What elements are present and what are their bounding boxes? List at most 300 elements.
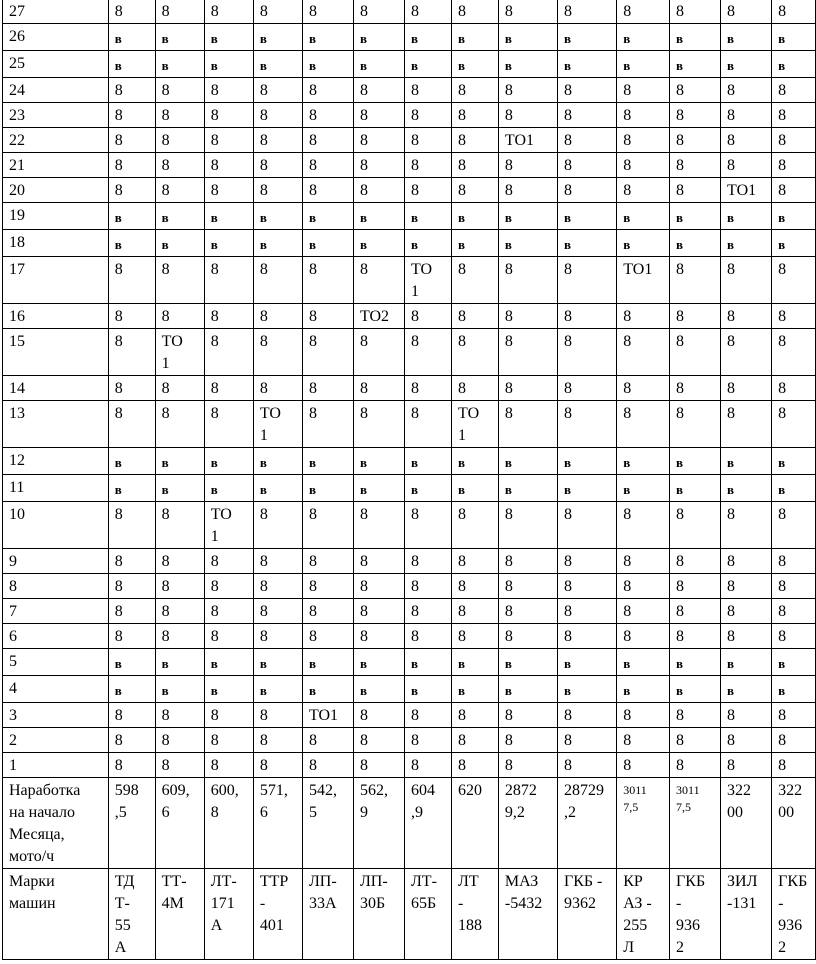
schedule-cell: в <box>204 475 253 502</box>
schedule-cell: 8 <box>353 103 404 128</box>
schedule-cell: 8 <box>204 728 253 753</box>
schedule-cell: в <box>155 51 204 78</box>
schedule-cell: 8 <box>253 0 302 24</box>
schedule-cell: 8 <box>498 329 557 376</box>
schedule-cell: 8 <box>617 0 670 24</box>
schedule-cell: 8 <box>108 128 155 153</box>
schedule-cell: 8 <box>670 753 721 778</box>
schedule-cell: 8 <box>670 103 721 128</box>
schedule-cell: ТО1 <box>498 128 557 153</box>
hours-cell: 322 00 <box>721 778 772 869</box>
schedule-cell: 8 <box>721 0 772 24</box>
schedule-cell: 8 <box>155 753 204 778</box>
schedule-cell: 8 <box>772 401 816 448</box>
schedule-cell: 8 <box>353 401 404 448</box>
schedule-cell: в <box>404 230 451 257</box>
schedule-cell: в <box>353 475 404 502</box>
schedule-cell: 8 <box>404 128 451 153</box>
schedule-cell: 8 <box>772 78 816 103</box>
schedule-cell: в <box>721 649 772 676</box>
schedule-cell: 8 <box>557 128 616 153</box>
schedule-cell: в <box>772 24 816 51</box>
schedule-cell: 8 <box>204 574 253 599</box>
schedule-cell: 8 <box>498 304 557 329</box>
schedule-cell: 8 <box>617 624 670 649</box>
schedule-cell: 8 <box>721 153 772 178</box>
schedule-cell: 8 <box>670 178 721 203</box>
schedule-cell: в <box>204 203 253 230</box>
schedule-cell: 8 <box>404 549 451 574</box>
hours-cell: 3011 7,5 <box>617 778 670 869</box>
schedule-cell: 8 <box>253 153 302 178</box>
day-label: 2 <box>3 728 109 753</box>
schedule-cell: 8 <box>108 624 155 649</box>
day-label: 11 <box>3 475 109 502</box>
schedule-cell: 8 <box>772 574 816 599</box>
schedule-cell: 8 <box>353 549 404 574</box>
schedule-cell: в <box>452 51 499 78</box>
schedule-cell: 8 <box>452 624 499 649</box>
schedule-cell: 8 <box>404 401 451 448</box>
schedule-cell: 8 <box>557 0 616 24</box>
day-row <box>3 128 816 153</box>
day-label: 14 <box>3 376 109 401</box>
schedule-cell: 8 <box>302 624 353 649</box>
schedule-cell: 8 <box>108 549 155 574</box>
schedule-cell: в <box>452 676 499 703</box>
day-label: 21 <box>3 153 109 178</box>
schedule-cell: в <box>617 51 670 78</box>
schedule-cell: 8 <box>452 257 499 304</box>
schedule-cell: 8 <box>721 103 772 128</box>
schedule-cell: в <box>155 203 204 230</box>
schedule-cell: в <box>498 203 557 230</box>
day-label: 5 <box>3 649 109 676</box>
schedule-cell: 8 <box>721 574 772 599</box>
schedule-cell: 8 <box>108 304 155 329</box>
brand-cell: ТТР - 401 <box>253 869 302 960</box>
schedule-cell: 8 <box>557 178 616 203</box>
schedule-cell: в <box>772 230 816 257</box>
schedule-cell: 8 <box>670 401 721 448</box>
brand-cell: ЗИЛ -131 <box>721 869 772 960</box>
schedule-cell: 8 <box>557 103 616 128</box>
schedule-cell: 8 <box>253 549 302 574</box>
schedule-cell: 8 <box>404 574 451 599</box>
schedule-cell: в <box>557 475 616 502</box>
schedule-cell: 8 <box>155 153 204 178</box>
schedule-cell: в <box>302 448 353 475</box>
schedule-cell: в <box>670 203 721 230</box>
schedule-cell: 8 <box>670 574 721 599</box>
schedule-cell: 8 <box>670 624 721 649</box>
schedule-cell: в <box>155 448 204 475</box>
schedule-cell: 8 <box>404 304 451 329</box>
schedule-cell: 8 <box>670 376 721 401</box>
schedule-cell: 8 <box>353 329 404 376</box>
day-row <box>3 257 816 304</box>
day-label: 20 <box>3 178 109 203</box>
schedule-cell: в <box>772 51 816 78</box>
schedule-cell: в <box>353 230 404 257</box>
schedule-cell: 8 <box>204 153 253 178</box>
schedule-cell: 8 <box>557 753 616 778</box>
schedule-cell: 8 <box>772 304 816 329</box>
schedule-cell: 8 <box>721 703 772 728</box>
schedule-cell: 8 <box>452 502 499 549</box>
schedule-cell: в <box>772 649 816 676</box>
schedule-cell: в <box>670 676 721 703</box>
schedule-cell: 8 <box>452 304 499 329</box>
schedule-cell: 8 <box>253 304 302 329</box>
day-label: 12 <box>3 448 109 475</box>
day-row <box>3 703 816 728</box>
schedule-cell: 8 <box>557 703 616 728</box>
schedule-cell: в <box>721 51 772 78</box>
schedule-cell: в <box>557 230 616 257</box>
schedule-cell: 8 <box>772 376 816 401</box>
day-row <box>3 401 816 448</box>
schedule-cell: в <box>721 230 772 257</box>
hours-cell: 571, 6 <box>253 778 302 869</box>
schedule-cell: 8 <box>721 257 772 304</box>
schedule-cell: в <box>557 448 616 475</box>
schedule-cell: 8 <box>670 703 721 728</box>
schedule-cell: 8 <box>452 376 499 401</box>
day-row <box>3 376 816 401</box>
schedule-cell: ТО 1 <box>452 401 499 448</box>
schedule-cell: 8 <box>353 128 404 153</box>
day-label: 4 <box>3 676 109 703</box>
schedule-cell: 8 <box>302 401 353 448</box>
schedule-cell: 8 <box>353 753 404 778</box>
schedule-cell: 8 <box>557 599 616 624</box>
schedule-cell: 8 <box>617 376 670 401</box>
schedule-cell: 8 <box>557 624 616 649</box>
schedule-cell: в <box>253 203 302 230</box>
schedule-cell: 8 <box>353 599 404 624</box>
schedule-cell: 8 <box>670 329 721 376</box>
brand-cell: ЛТ- 171 А <box>204 869 253 960</box>
schedule-cell: 8 <box>617 304 670 329</box>
schedule-cell: в <box>498 676 557 703</box>
day-row <box>3 624 816 649</box>
schedule-cell: 8 <box>155 624 204 649</box>
hours-cell: 2872 9,2 <box>498 778 557 869</box>
schedule-cell: 8 <box>772 257 816 304</box>
schedule-cell: в <box>617 24 670 51</box>
schedule-cell: 8 <box>670 728 721 753</box>
schedule-cell: 8 <box>557 574 616 599</box>
schedule-cell: 8 <box>253 599 302 624</box>
hours-cell: 600, 8 <box>204 778 253 869</box>
schedule-cell: 8 <box>452 599 499 624</box>
schedule-cell: в <box>452 649 499 676</box>
schedule-cell: в <box>617 230 670 257</box>
day-label: 3 <box>3 703 109 728</box>
schedule-cell: 8 <box>302 376 353 401</box>
schedule-cell: 8 <box>204 103 253 128</box>
schedule-cell: 8 <box>617 178 670 203</box>
schedule-cell: 8 <box>108 728 155 753</box>
schedule-cell: 8 <box>108 401 155 448</box>
schedule-cell: 8 <box>670 78 721 103</box>
schedule-cell: ТО1 <box>617 257 670 304</box>
schedule-cell: 8 <box>253 753 302 778</box>
schedule-cell: 8 <box>253 703 302 728</box>
schedule-cell: 8 <box>253 78 302 103</box>
maintenance-schedule-table <box>2 0 816 960</box>
schedule-cell: 8 <box>155 549 204 574</box>
schedule-cell: в <box>617 203 670 230</box>
schedule-cell: 8 <box>772 624 816 649</box>
schedule-cell: 8 <box>772 0 816 24</box>
schedule-cell: 8 <box>108 153 155 178</box>
schedule-cell: в <box>452 230 499 257</box>
brand-cell: ЛТ- 65Б <box>404 869 451 960</box>
schedule-cell: 8 <box>155 0 204 24</box>
brand-cell: ТТ- 4М <box>155 869 204 960</box>
day-row <box>3 475 816 502</box>
hours-cell: 28729 ,2 <box>557 778 616 869</box>
schedule-cell: 8 <box>721 304 772 329</box>
day-row <box>3 203 816 230</box>
day-row <box>3 103 816 128</box>
day-label: 1 <box>3 753 109 778</box>
schedule-cell: 8 <box>108 753 155 778</box>
schedule-cell: 8 <box>155 78 204 103</box>
day-row <box>3 448 816 475</box>
schedule-cell: 8 <box>302 549 353 574</box>
schedule-cell: в <box>452 448 499 475</box>
schedule-cell: 8 <box>498 257 557 304</box>
schedule-cell: 8 <box>204 376 253 401</box>
schedule-cell: в <box>404 475 451 502</box>
schedule-cell: 8 <box>404 329 451 376</box>
schedule-cell: 8 <box>204 304 253 329</box>
schedule-cell: в <box>670 649 721 676</box>
schedule-cell: 8 <box>108 0 155 24</box>
schedule-cell: в <box>353 51 404 78</box>
schedule-cell: в <box>498 448 557 475</box>
schedule-cell: в <box>617 649 670 676</box>
schedule-cell: 8 <box>108 257 155 304</box>
day-row <box>3 304 816 329</box>
schedule-cell: 8 <box>155 178 204 203</box>
schedule-cell: 8 <box>404 103 451 128</box>
schedule-cell: 8 <box>302 728 353 753</box>
schedule-cell: 8 <box>108 574 155 599</box>
schedule-cell: в <box>155 24 204 51</box>
schedule-cell: 8 <box>404 502 451 549</box>
schedule-cell: в <box>670 51 721 78</box>
day-label: 17 <box>3 257 109 304</box>
brand-cell: ГКБ - 936 2 <box>670 869 721 960</box>
schedule-cell: 8 <box>204 128 253 153</box>
brand-cell: ЛТ - 188 <box>452 869 499 960</box>
schedule-cell: 8 <box>498 728 557 753</box>
schedule-cell: ТО 1 <box>404 257 451 304</box>
schedule-cell: 8 <box>557 549 616 574</box>
schedule-cell: ТО 1 <box>253 401 302 448</box>
day-label: 8 <box>3 574 109 599</box>
schedule-cell: 8 <box>108 703 155 728</box>
day-row <box>3 753 816 778</box>
schedule-cell: 8 <box>721 624 772 649</box>
schedule-cell: 8 <box>353 257 404 304</box>
schedule-cell: 8 <box>498 0 557 24</box>
day-label: 19 <box>3 203 109 230</box>
schedule-cell: 8 <box>498 703 557 728</box>
schedule-cell: в <box>108 649 155 676</box>
schedule-cell: 8 <box>670 304 721 329</box>
schedule-cell: 8 <box>557 376 616 401</box>
schedule-cell: в <box>155 649 204 676</box>
schedule-cell: 8 <box>253 178 302 203</box>
schedule-cell: в <box>670 24 721 51</box>
day-label: 22 <box>3 128 109 153</box>
schedule-cell: в <box>302 649 353 676</box>
schedule-cell: в <box>557 676 616 703</box>
schedule-cell: в <box>404 24 451 51</box>
schedule-cell: 8 <box>498 401 557 448</box>
schedule-cell: 8 <box>302 574 353 599</box>
schedule-cell: 8 <box>155 599 204 624</box>
day-label: 6 <box>3 624 109 649</box>
schedule-cell: 8 <box>253 728 302 753</box>
hours-row-label: Наработка на начало Месяца, мото/ч <box>3 778 109 869</box>
schedule-cell: в <box>772 676 816 703</box>
schedule-cell: 8 <box>617 549 670 574</box>
schedule-cell: 8 <box>155 502 204 549</box>
schedule-cell: 8 <box>302 0 353 24</box>
brand-cell: ЛП- 33А <box>302 869 353 960</box>
schedule-cell: 8 <box>721 502 772 549</box>
schedule-cell: в <box>302 51 353 78</box>
schedule-cell: 8 <box>452 103 499 128</box>
brand-cell: ТД Т- 55 А <box>108 869 155 960</box>
day-label: 23 <box>3 103 109 128</box>
schedule-cell: ТО1 <box>302 703 353 728</box>
schedule-cell: 8 <box>302 599 353 624</box>
brand-cell: ЛП- 30Б <box>353 869 404 960</box>
schedule-cell: 8 <box>557 502 616 549</box>
schedule-cell: 8 <box>498 574 557 599</box>
schedule-cell: 8 <box>353 0 404 24</box>
schedule-cell: 8 <box>617 599 670 624</box>
schedule-cell: 8 <box>498 153 557 178</box>
schedule-cell: в <box>721 24 772 51</box>
brand-cell: КР АЗ - 255 Л <box>617 869 670 960</box>
schedule-cell: 8 <box>617 502 670 549</box>
day-row <box>3 78 816 103</box>
schedule-cell: 8 <box>353 574 404 599</box>
schedule-cell: 8 <box>617 703 670 728</box>
schedule-cell: 8 <box>452 128 499 153</box>
schedule-cell: 8 <box>204 624 253 649</box>
schedule-cell: в <box>108 475 155 502</box>
schedule-cell: в <box>302 203 353 230</box>
schedule-cell: 8 <box>253 128 302 153</box>
schedule-cell: в <box>108 51 155 78</box>
day-row <box>3 153 816 178</box>
schedule-cell: 8 <box>617 753 670 778</box>
schedule-cell: 8 <box>302 153 353 178</box>
schedule-cell: в <box>498 230 557 257</box>
schedule-cell: 8 <box>617 329 670 376</box>
schedule-cell: 8 <box>155 376 204 401</box>
schedule-cell: в <box>253 676 302 703</box>
schedule-cell: в <box>772 475 816 502</box>
schedule-cell: 8 <box>155 103 204 128</box>
schedule-cell: 8 <box>498 624 557 649</box>
brands-row <box>3 869 816 960</box>
schedule-cell: в <box>557 51 616 78</box>
schedule-cell: 8 <box>557 304 616 329</box>
schedule-cell: 8 <box>772 178 816 203</box>
schedule-cell: 8 <box>557 78 616 103</box>
schedule-cell: в <box>772 203 816 230</box>
schedule-cell: в <box>721 475 772 502</box>
schedule-cell: в <box>617 448 670 475</box>
day-row <box>3 51 816 78</box>
schedule-cell: 8 <box>108 78 155 103</box>
schedule-cell: 8 <box>404 376 451 401</box>
schedule-cell: 8 <box>404 178 451 203</box>
day-label: 9 <box>3 549 109 574</box>
schedule-cell: 8 <box>557 401 616 448</box>
schedule-cell: 8 <box>353 624 404 649</box>
day-label: 15 <box>3 329 109 376</box>
day-label: 24 <box>3 78 109 103</box>
schedule-cell: в <box>302 676 353 703</box>
schedule-cell: в <box>253 230 302 257</box>
schedule-cell: 8 <box>404 728 451 753</box>
schedule-cell: 8 <box>772 153 816 178</box>
schedule-cell: в <box>204 649 253 676</box>
schedule-cell: 8 <box>108 502 155 549</box>
schedule-cell: в <box>204 676 253 703</box>
schedule-cell: 8 <box>670 549 721 574</box>
schedule-cell: в <box>404 649 451 676</box>
schedule-cell: 8 <box>302 128 353 153</box>
schedule-cell: 8 <box>498 376 557 401</box>
schedule-cell: 8 <box>155 728 204 753</box>
schedule-cell: 8 <box>670 0 721 24</box>
schedule-cell: 8 <box>302 257 353 304</box>
schedule-cell: 8 <box>721 78 772 103</box>
schedule-cell: в <box>353 203 404 230</box>
day-row <box>3 502 816 549</box>
schedule-cell: 8 <box>772 103 816 128</box>
schedule-cell: в <box>670 475 721 502</box>
day-row <box>3 549 816 574</box>
schedule-cell: 8 <box>353 502 404 549</box>
schedule-cell: в <box>452 203 499 230</box>
schedule-cell: ТО 1 <box>155 329 204 376</box>
schedule-cell: 8 <box>353 178 404 203</box>
schedule-cell: в <box>253 649 302 676</box>
schedule-cell: 8 <box>204 401 253 448</box>
schedule-cell: 8 <box>302 178 353 203</box>
schedule-cell: 8 <box>772 599 816 624</box>
hours-cell: 609, 6 <box>155 778 204 869</box>
schedule-cell: 8 <box>302 753 353 778</box>
schedule-cell: 8 <box>155 574 204 599</box>
schedule-cell: в <box>721 676 772 703</box>
schedule-cell: в <box>253 448 302 475</box>
schedule-cell: 8 <box>155 304 204 329</box>
